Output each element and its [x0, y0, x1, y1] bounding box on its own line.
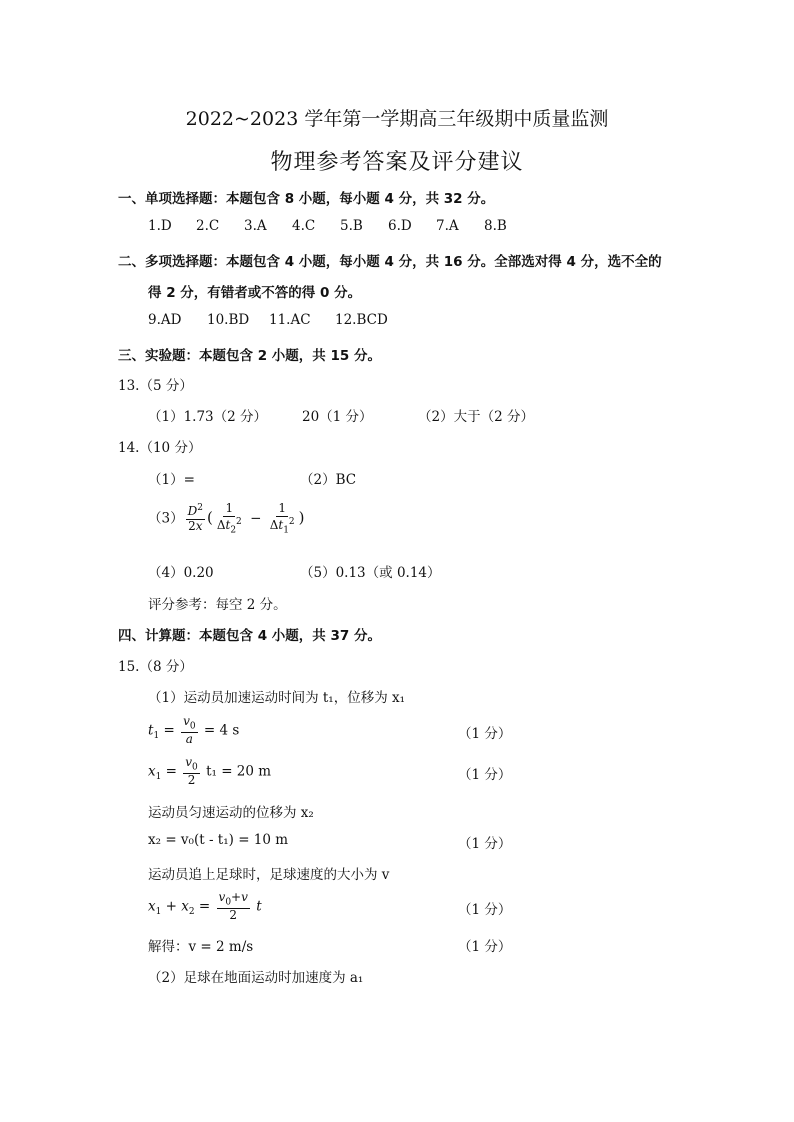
q15-eq1-result: = 4 s	[203, 722, 240, 739]
section-2-answers	[148, 312, 388, 328]
answer-12: 12.BCD	[335, 312, 388, 328]
formula-v0-over-a: $\frac{v_0}{a}$	[183, 714, 196, 746]
answer-8: 8.B	[484, 218, 507, 234]
q15-equation-1: $t_1$ = $\frac{v_0}{a}$ = 4 s	[148, 714, 240, 746]
section-4-heading: 四、计算题：本题包含 4 小题，共 37 分。	[118, 628, 381, 644]
answer-9: 9.AD	[148, 312, 182, 328]
q15-eq1-score: （1 分）	[458, 726, 512, 742]
q14-scoring-note: 评分参考：每空 2 分。	[148, 597, 287, 613]
q15-label: 15.（8 分）	[118, 659, 193, 675]
q15-eq5-score: （1 分）	[458, 939, 512, 955]
q15-equation-4: $x_1 + x_2$ = $\frac{v_0+v}{2}$ t	[148, 890, 262, 922]
answer-1: 1.D	[148, 218, 172, 234]
q14-answer-2: （2）BC	[300, 472, 357, 488]
q13-answer-1: （1）1.73（2 分）	[148, 409, 268, 425]
section-1-answers	[148, 218, 507, 234]
q15-solution: 解得：v = 2 m/s	[148, 939, 254, 955]
q15-part1-catchup: 运动员追上足球时，足球速度的大小为 v	[148, 867, 390, 883]
q14-label: 14.（10 分）	[118, 440, 202, 456]
q14-answer-5: （5）0.13（或 0.14）	[300, 565, 441, 581]
q14-answer-3-prefix: （3）	[148, 510, 184, 527]
answer-10: 10.BD	[207, 312, 250, 328]
answer-11: 11.AC	[269, 312, 311, 328]
answer-6: 6.D	[388, 218, 412, 234]
section-1-heading: 一、单项选择题：本题包含 8 小题，每小题 4 分，共 32 分。	[118, 191, 495, 207]
section-2-heading-line2: 得 2 分，有错者或不答的得 0 分。	[148, 285, 362, 301]
q14-answer-3: （3） $\frac{D^2}{2x}$ ( $\frac{1}{\Delta t_2^2}$ − $\frac{1}{\Delta t_1^2}$ )	[148, 501, 305, 536]
formula-v0-plus-v-over-2: $\frac{v_0+v}{2}$	[218, 890, 248, 922]
answer-3: 3.A	[244, 218, 267, 234]
document-title: 2022~2023 学年第一学期高三年级期中质量监测	[185, 108, 609, 130]
answer-5: 5.B	[340, 218, 363, 234]
q15-part1-intro: （1）运动员加速运动时间为 t₁，位移为 x₁	[148, 690, 406, 706]
q14-answer-1: （1）=	[148, 472, 195, 488]
q15-equation-3: x₂ = v₀(t - t₁) = 10 m	[148, 832, 289, 848]
q15-eq2-score: （1 分）	[458, 767, 512, 783]
q15-equation-2: $x_1$ = $\frac{v_0}{2}$ t₁ = 20 m	[148, 755, 272, 787]
q15-part2-intro: （2）足球在地面运动时加速度为 a₁	[148, 970, 364, 986]
q13-answer-2: 20（1 分）	[302, 409, 373, 425]
q13-answer-3: （2）大于（2 分）	[418, 409, 534, 425]
answer-4: 4.C	[292, 218, 316, 234]
formula-1-over-dt1: $\frac{1}{\Delta t_1^2}$	[269, 501, 295, 536]
section-2-heading-line1: 二、多项选择题：本题包含 4 小题，每小题 4 分，共 16 分。全部选对得 4 分，选不全的	[118, 254, 662, 270]
q15-eq2-result: t₁ = 20 m	[206, 763, 272, 780]
section-3-heading: 三、实验题：本题包含 2 小题，共 15 分。	[118, 348, 381, 364]
q13-label: 13.（5 分）	[118, 378, 193, 394]
formula-d2-over-2x: $\frac{D^2}{2x}$	[187, 503, 203, 534]
q14-answer-4: （4）0.20	[148, 565, 214, 581]
q15-eq3-score: （1 分）	[458, 836, 512, 852]
formula-v0-over-2: $\frac{v_0}{2}$	[185, 755, 198, 787]
q15-part1-uniform: 运动员匀速运动的位移为 x₂	[148, 805, 314, 821]
answer-2: 2.C	[196, 218, 220, 234]
formula-1-over-dt2: $\frac{1}{\Delta t_2^2}$	[216, 501, 242, 536]
document-subtitle: 物理参考答案及评分建议	[270, 150, 524, 175]
q15-eq4-score: （1 分）	[458, 902, 512, 918]
answer-7: 7.A	[436, 218, 459, 234]
